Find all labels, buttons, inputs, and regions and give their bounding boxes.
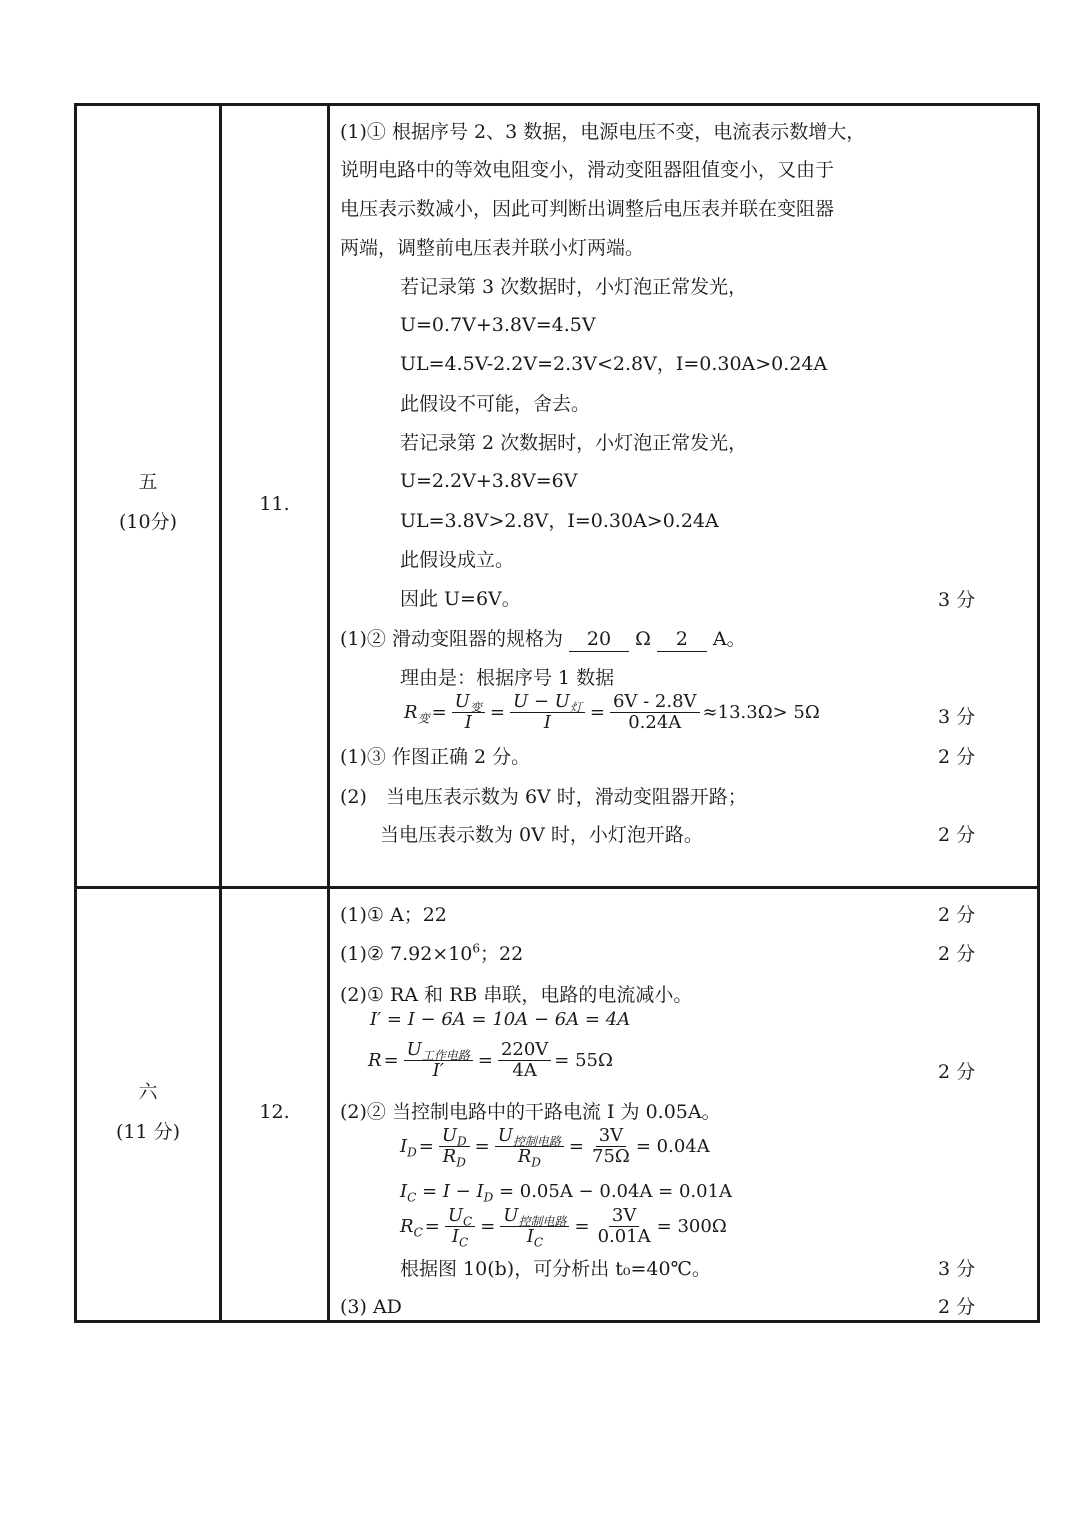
eq-result: = 300Ω	[656, 1216, 727, 1237]
answer-line: 当电压表示数为 0V 时，小灯泡开路。	[380, 824, 703, 846]
eq-result: = 55Ω	[554, 1050, 613, 1071]
eq-lhs: R	[368, 1050, 382, 1071]
equals-sign: =	[568, 1136, 585, 1157]
unit-ohm: Ω	[635, 628, 651, 650]
answer-line: 因此 U=6V。	[400, 588, 521, 610]
current-equation: I′ = I − 6A = 10A − 6A = 4A	[370, 1009, 631, 1030]
answer-line: 此假设成立。	[400, 549, 515, 571]
equals-sign: =	[489, 702, 505, 723]
equals-sign: =	[589, 702, 605, 723]
equals-sign: =	[574, 1216, 590, 1237]
score: 2 分	[938, 824, 976, 846]
rheostat-spec-prefix: (1)② 滑动变阻器的规格为	[340, 628, 563, 650]
score: 2 分	[938, 1296, 976, 1318]
current-d-equation	[400, 1125, 710, 1170]
equals-sign: =	[480, 1216, 496, 1237]
answer-line: 此假设不可能，舍去。	[400, 393, 591, 415]
answer-line: UL=4.5V-2.2V=2.3V<2.8V，I=0.30A>0.24A	[400, 353, 828, 375]
fraction: $\frac{U_D}{R_D}$	[439, 1126, 470, 1167]
answer-line-scientific: (1)② $7.92\times 10^6$；22	[340, 941, 524, 965]
equals-sign: =	[383, 1050, 399, 1071]
resistance-c-equation	[400, 1205, 727, 1250]
equals-sign: =	[431, 702, 447, 723]
fraction: $\frac{U_{工作电路}}{I'}$	[404, 1040, 473, 1081]
equals-sign: =	[474, 1136, 490, 1157]
score: 3 分	[938, 589, 976, 611]
equals-sign: =	[424, 1216, 440, 1237]
fill-blank-resistance: 20	[569, 627, 629, 652]
answer-line: 若记录第 3 次数据时，小灯泡正常发光，	[400, 276, 748, 298]
question-number: 12.	[259, 1101, 290, 1123]
fraction: $\frac{3V}{0.01A}$	[597, 1205, 651, 1247]
answer-line: U=2.2V+3.8V=6V	[400, 470, 578, 492]
score: 3 分	[938, 706, 976, 728]
current-c-equation: $I_C = I - I_D = 0.05A - 0.04A = 0.01A$	[400, 1181, 733, 1205]
eq-result: = 0.04A	[635, 1136, 710, 1157]
equals-sign: =	[477, 1050, 493, 1071]
fraction: $\frac{3V}{75\Omega}$	[592, 1125, 630, 1167]
fraction: $\frac{6V - 2.8V}{0.24A}$	[610, 692, 700, 733]
table-right-border	[1037, 103, 1040, 1323]
eq-lhs: $R_C$	[400, 1216, 423, 1240]
score: 2 分	[938, 943, 976, 965]
table-column-divider-1	[219, 103, 222, 1323]
rheostat-resistance-equation	[404, 692, 820, 733]
fraction: $\frac{U_C}{I_C}$	[445, 1206, 475, 1247]
eq-lhs: $R_变$	[404, 702, 430, 726]
section-number: 六	[138, 1081, 158, 1103]
unit-ampere: A。	[712, 628, 746, 650]
answer-line: (3) AD	[340, 1296, 402, 1318]
score: 2 分	[938, 904, 976, 926]
fraction: $\frac{U_{控制电路}}{I_C}$	[500, 1206, 569, 1247]
eq-result: ≈13.3Ω> 5Ω	[702, 702, 820, 723]
fraction: $\frac{220V}{4A}$	[498, 1040, 551, 1081]
answer-line: (2)① RA 和 RB 串联，电路的电流减小。	[340, 984, 693, 1006]
section-points: (10分)	[118, 511, 177, 533]
answer-line: U=0.7V+3.8V=4.5V	[400, 314, 596, 336]
answer-line: (1)① 根据序号 2、3 数据，电源电压不变，电流表示数增大，	[340, 121, 866, 143]
fraction: $\frac{U - U_灯}{I}$	[510, 692, 585, 733]
answer-line: 两端，调整前电压表并联小灯两端。	[340, 237, 645, 259]
answer-line-rheostat-spec	[340, 627, 746, 652]
resistance-equation	[368, 1040, 613, 1081]
answer-line: 电压表示数减小，因此可判断出调整后电压表并联在变阻器	[340, 198, 835, 220]
score: 2 分	[938, 746, 976, 768]
answer-line: (2)② 当控制电路中的干路电流 I 为 0.05A。	[340, 1101, 721, 1123]
section-number: 五	[138, 471, 158, 493]
fraction: $\frac{U_{控制电路}}{R_D}$	[495, 1126, 564, 1167]
answer-line: (2) 当电压表示数为 6V 时，滑动变阻器开路；	[340, 786, 747, 808]
answer-line: (1)③ 作图正确 2 分。	[340, 746, 531, 768]
eq-lhs: $I_D$	[400, 1136, 417, 1160]
section-points: (11 分)	[115, 1121, 181, 1143]
score: 2 分	[938, 1061, 976, 1083]
fill-blank-current: 2	[657, 627, 707, 652]
answer-line: 说明电路中的等效电阻变小，滑动变阻器阻值变小，又由于	[340, 159, 835, 181]
question-number: 11.	[259, 493, 290, 515]
answer-line: 若记录第 2 次数据时，小灯泡正常发光，	[400, 432, 748, 454]
answer-line: (1)① A；22	[340, 904, 447, 926]
answer-line: UL=3.8V>2.8V，I=0.30A>0.24A	[400, 510, 719, 532]
answer-line: 根据图 10(b)，可分析出 t₀=40℃。	[400, 1258, 711, 1280]
equals-sign: =	[418, 1136, 434, 1157]
fraction: $\frac{U_变}{I}$	[452, 692, 485, 733]
score: 3 分	[938, 1258, 976, 1280]
answer-line: 理由是：根据序号 1 数据	[400, 667, 615, 689]
table-column-divider-2	[327, 103, 330, 1323]
